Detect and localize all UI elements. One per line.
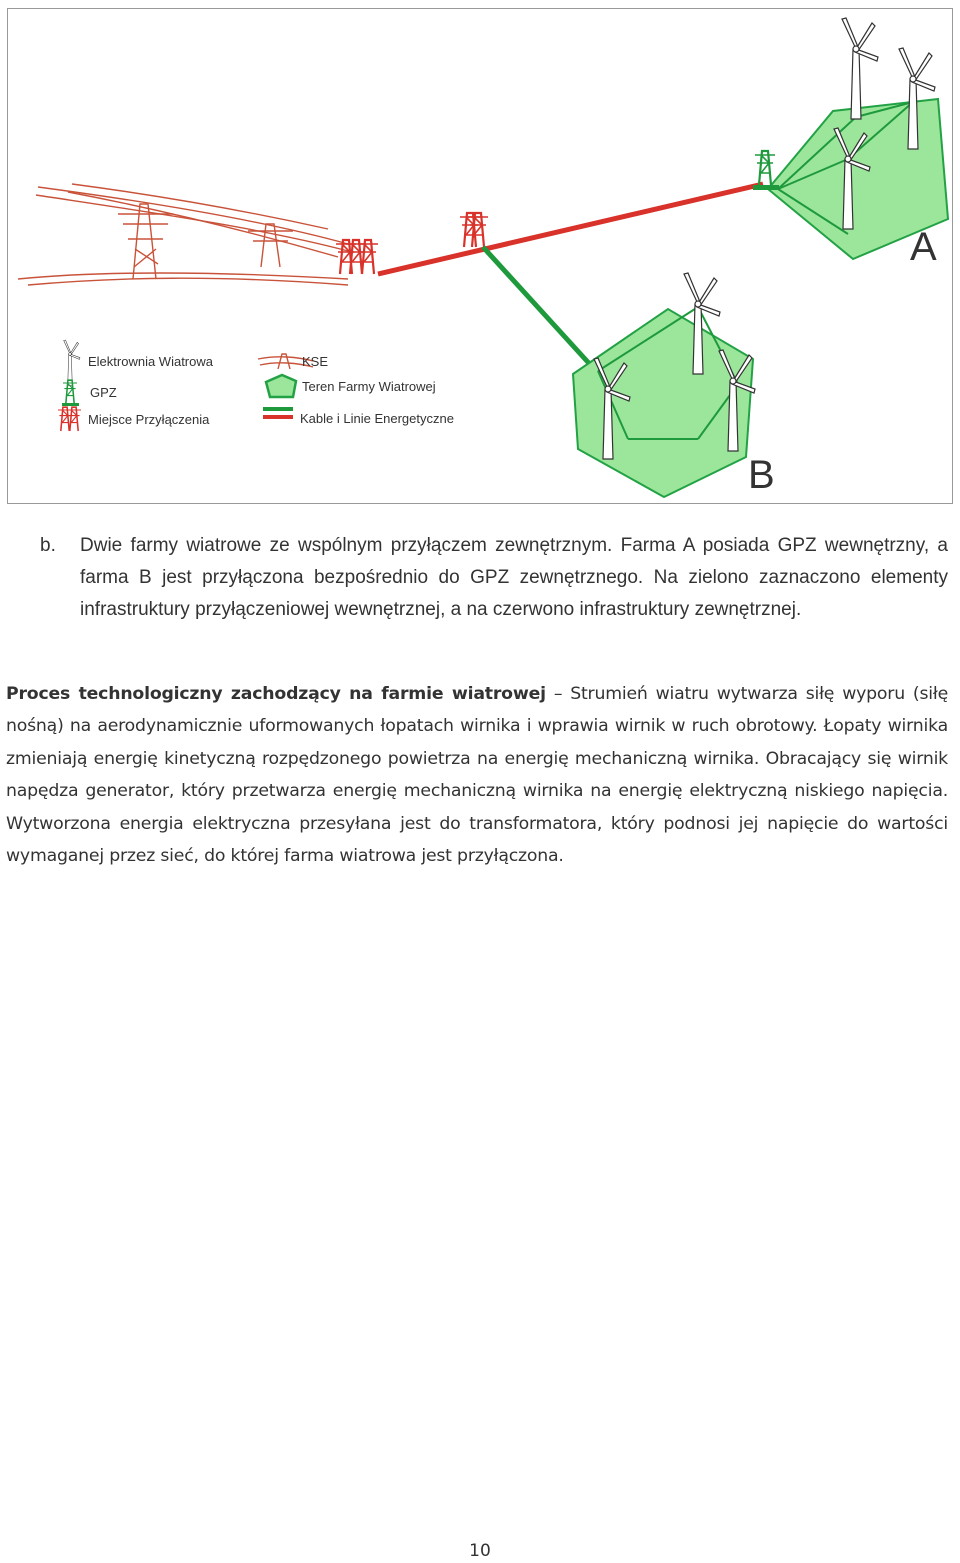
legend-kse: KSE <box>302 354 329 369</box>
kse-lines <box>18 184 348 285</box>
process-paragraph <box>6 678 948 872</box>
gpz-icon <box>755 151 775 185</box>
diagram-drawing <box>8 9 952 503</box>
legend-farm-area: Teren Farmy Wiatrowej <box>302 379 436 394</box>
farm-b-label: B <box>748 453 775 497</box>
farm-b-area <box>573 309 753 497</box>
wind-farm-diagram <box>7 8 953 504</box>
internal-line-b <box>483 247 596 371</box>
farm-a-label: A <box>910 225 937 269</box>
external-line <box>378 184 763 274</box>
figure-caption <box>40 530 948 626</box>
legend-connection-point: Miejsce Przyłączenia <box>88 412 210 427</box>
caption-number: b. <box>40 535 56 556</box>
legend-gpz: GPZ <box>90 385 117 400</box>
page-number: 10 <box>469 1541 491 1561</box>
legend-wind-plant: Elektrownia Wiatrowa <box>88 354 213 369</box>
paragraph-lead: Proces technologiczny zachodzący na farmie wiatrowej <box>6 684 546 704</box>
paragraph-body: – Strumień wiatru wytwarza siłę wyporu (siłę nośną) na aerodynamicznie uformowanych łopatach wirnika i wprawia wirnik w ruch obrotowy. Łopaty wirnika zmieniają energię kinetyczną rozpędzonego powietrza na energię mechaniczną wirnika. Obracający się wirnik napędza generator, który przetwarza energię mechaniczną wirnika na energię elektryczną niskiego napięcia. Wytworzona energia elektryczna przesyłana jest do transformatora, który podnosi jej napięcie do wartości wymaganej przez sieć, do której farma wiatrowa jest przyłączona. <box>6 684 949 867</box>
legend-cables: Kable i Linie Energetyczne <box>300 411 454 426</box>
caption-text: Dwie farmy wiatrowe ze wspólnym przyłączem zewnętrznym. Farma A posiada GPZ wewnętrzny, a farma B jest przyłączona bezpośrednio do GPZ zewnętrznego. Na zielono zaznaczono elementy infrastruktury przyłączeniowej wewnętrznej, a na czerwono infrastruktury zewnętrznej. <box>80 535 948 620</box>
